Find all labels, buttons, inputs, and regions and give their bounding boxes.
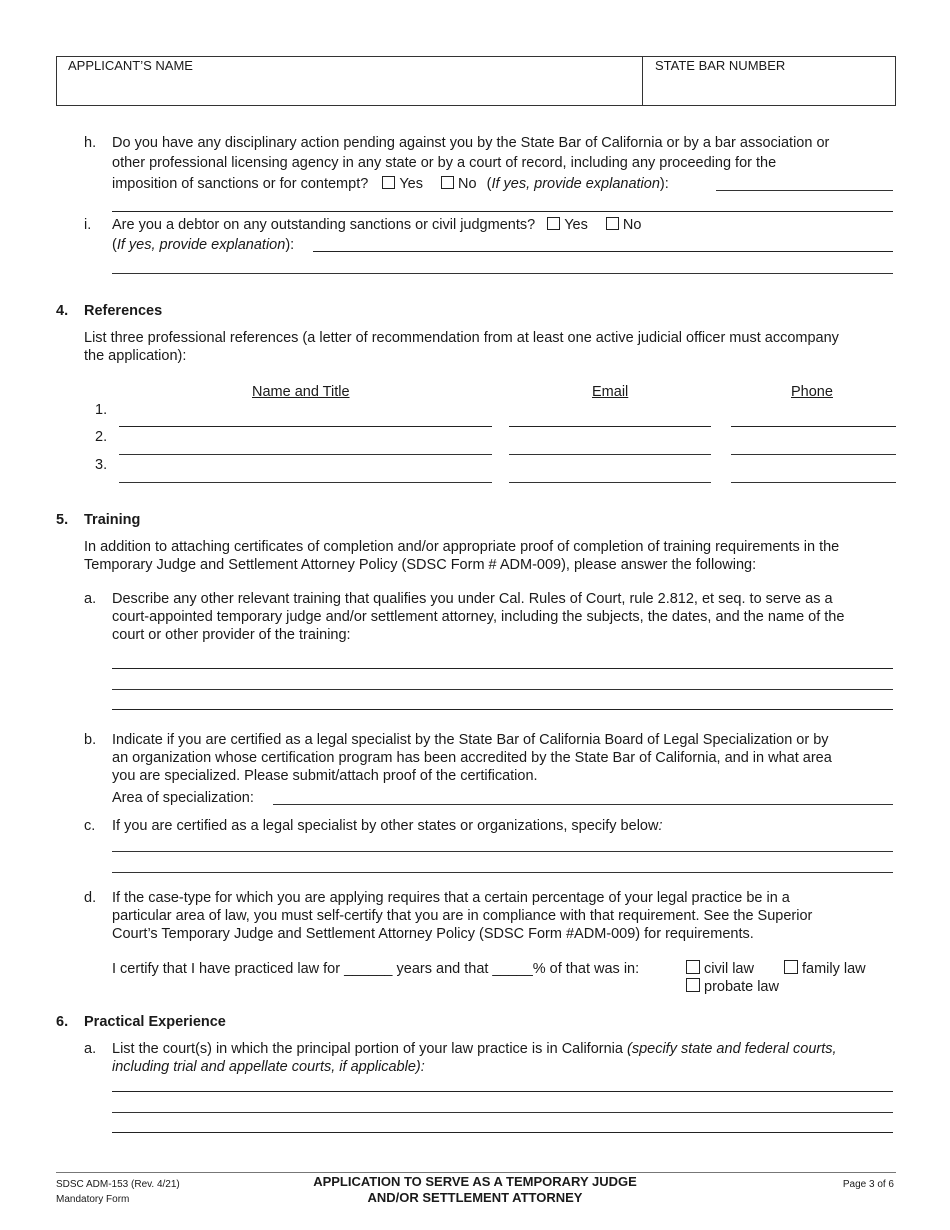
item-h-explain: If yes, provide explanation — [491, 176, 660, 192]
references-col-email: Email — [592, 384, 629, 400]
civil-law-label: civil law — [704, 961, 754, 977]
civil-law-checkbox[interactable] — [686, 960, 700, 974]
probate-law-option[interactable] — [686, 978, 779, 996]
section-4-intro-1: List three professional references (a letter of recommendation from at least one active judicial officer must accompany — [84, 330, 839, 346]
item-6a-answer-line-3[interactable] — [112, 1132, 893, 1133]
item-6a-letter: a. — [84, 1041, 97, 1057]
item-h-line1: Do you have any disciplinary action pending against you by the State Bar of California or by a bar association or — [112, 135, 830, 151]
item-5c-answer-line-1[interactable] — [112, 851, 893, 852]
item-5a-answer-line-3[interactable] — [112, 709, 893, 710]
section-4-intro-2: the application): — [84, 348, 187, 364]
item-i-answer-line[interactable] — [313, 251, 893, 252]
item-i-no-checkbox[interactable] — [606, 217, 619, 230]
reference-3-email-line[interactable] — [509, 482, 711, 483]
reference-1-email-line[interactable] — [509, 426, 711, 427]
applicant-name-label: APPLICANT’S NAME — [68, 58, 193, 73]
item-5c-colon: : — [658, 818, 663, 834]
item-6a-answer-line-2[interactable] — [112, 1112, 893, 1113]
item-5d-line2: particular area of law, you must self-certify that you are in compliance with that requirement. See the Superior — [112, 908, 813, 924]
footer-mandatory: Mandatory Form — [56, 1194, 130, 1205]
item-5a-answer-line-2[interactable] — [112, 689, 893, 690]
item-6a-answer-line-1[interactable] — [112, 1091, 893, 1092]
section-6-number: 6. — [56, 1014, 69, 1030]
item-5a-line2: court-appointed temporary judge and/or settlement attorney, including the subjects, the dates, and the name of the — [112, 609, 845, 625]
item-h-no-label: No — [458, 176, 477, 192]
item-5c-answer-line-2[interactable] — [112, 872, 893, 873]
footer-rule — [56, 1172, 896, 1173]
item-5c-letter: c. — [84, 818, 96, 834]
references-col-name: Name and Title — [252, 384, 350, 400]
item-h-yes-label: Yes — [399, 176, 423, 192]
reference-row-2-number: 2. — [95, 429, 108, 445]
item-h-answer-line[interactable] — [716, 190, 893, 191]
family-law-option[interactable] — [784, 960, 866, 978]
reference-3-name-line[interactable] — [119, 482, 492, 483]
header-divider — [642, 56, 643, 105]
item-5b-letter: b. — [84, 732, 97, 748]
item-i-no-label: No — [622, 217, 642, 233]
item-i-answer-line-2[interactable] — [112, 273, 893, 274]
item-6a-text: List the court(s) in which the principal portion of your law practice is in California — [112, 1041, 623, 1057]
item-h-line3 — [112, 175, 669, 193]
item-h-open-paren: ( — [486, 176, 492, 192]
item-i-close: ): — [285, 237, 295, 253]
item-5d-line3: Court’s Temporary Judge and Settlement Attorney Policy (SDSC Form #ADM-009) for requirements. — [112, 926, 754, 942]
item-5b-line3: you are specialized. Please submit/attach proof of the certification. — [112, 768, 538, 784]
section-5-intro-1: In addition to attaching certificates of completion and/or appropriate proof of completion of training requirements in the — [84, 539, 840, 555]
section-4-number: 4. — [56, 303, 69, 319]
reference-3-phone-line[interactable] — [731, 482, 896, 483]
reference-row-3-number: 3. — [95, 457, 108, 473]
references-col-phone: Phone — [791, 384, 833, 400]
item-5a-letter: a. — [84, 591, 97, 607]
section-5-title: Training — [84, 512, 141, 528]
item-5d-line1: If the case-type for which you are applying requires that a certain percentage of your legal practice be in a — [112, 890, 790, 906]
applicant-name-field[interactable] — [60, 76, 638, 100]
probate-law-checkbox[interactable] — [686, 978, 700, 992]
item-h-close: ): — [659, 176, 669, 192]
item-i-open-paren: ( — [112, 237, 117, 253]
item-i-line2 — [112, 236, 294, 254]
reference-row-1-number: 1. — [95, 402, 108, 418]
civil-law-option[interactable] — [686, 960, 754, 978]
item-i-letter: i. — [84, 217, 92, 233]
item-5a-answer-line-1[interactable] — [112, 668, 893, 669]
certify-statement: I certify that I have practiced law for ______ years and that _____% of that was in: — [112, 961, 640, 977]
item-h-yes-checkbox[interactable] — [382, 176, 395, 189]
state-bar-field[interactable] — [648, 76, 890, 100]
item-5c-line1 — [112, 817, 662, 835]
family-law-checkbox[interactable] — [784, 960, 798, 974]
reference-2-name-line[interactable] — [119, 454, 492, 455]
item-i-yes-checkbox[interactable] — [547, 217, 560, 230]
reference-1-phone-line[interactable] — [731, 426, 896, 427]
item-i-explain: If yes, provide explanation — [116, 237, 286, 253]
footer-title-2: AND/OR SETTLEMENT ATTORNEY — [367, 1190, 583, 1205]
footer-title-1: APPLICATION TO SERVE AS A TEMPORARY JUDGE — [313, 1174, 637, 1189]
item-6a-line2: including trial and appellate courts, if applicable): — [112, 1059, 425, 1075]
item-5b-line1: Indicate if you are certified as a legal specialist by the State Bar of California Board of Legal Specialization or by — [112, 732, 829, 748]
item-5c-text: If you are certified as a legal specialist by other states or organizations, specify below — [112, 818, 659, 834]
probate-law-label: probate law — [704, 979, 779, 995]
item-h-answer-line-2[interactable] — [112, 211, 893, 212]
item-h-letter: h. — [84, 135, 97, 151]
item-i-line1 — [112, 216, 641, 234]
footer-form-id: SDSC ADM-153 (Rev. 4/21) — [56, 1179, 180, 1190]
item-i-yes-label: Yes — [564, 217, 588, 233]
section-5-intro-2: Temporary Judge and Settlement Attorney Policy (SDSC Form # ADM-009), please answer the following: — [84, 557, 757, 573]
section-6-title: Practical Experience — [84, 1014, 226, 1030]
item-h-question: imposition of sanctions or for contempt? — [112, 176, 369, 192]
reference-2-email-line[interactable] — [509, 454, 711, 455]
item-6a-italic-1: (specify state and federal courts, — [626, 1041, 837, 1057]
item-h-no-checkbox[interactable] — [441, 176, 454, 189]
item-5d-letter: d. — [84, 890, 97, 906]
area-of-specialization-label: Area of specialization: — [112, 790, 254, 806]
footer-page-number: Page 3 of 6 — [842, 1179, 894, 1190]
section-5-number: 5. — [56, 512, 69, 528]
family-law-label: family law — [802, 961, 866, 977]
state-bar-label: STATE BAR NUMBER — [655, 58, 786, 73]
item-i-question: Are you a debtor on any outstanding sanctions or civil judgments? — [112, 217, 536, 233]
item-5b-line2: an organization whose certification program has been accredited by the State Bar of California, and in what area — [112, 750, 832, 766]
section-4-title: References — [84, 303, 163, 319]
item-5a-line1: Describe any other relevant training that qualifies you under Cal. Rules of Court, rule 2.812, et seq. to serve as a — [112, 591, 833, 607]
reference-2-phone-line[interactable] — [731, 454, 896, 455]
item-6a-line1 — [112, 1040, 837, 1058]
item-h-line2: other professional licensing agency in any state or by a court of record, including any proceeding for the — [112, 155, 777, 171]
reference-1-name-line[interactable] — [119, 426, 492, 427]
item-5a-line3: court or other provider of the training: — [112, 627, 351, 643]
area-of-specialization-line[interactable] — [273, 804, 893, 805]
